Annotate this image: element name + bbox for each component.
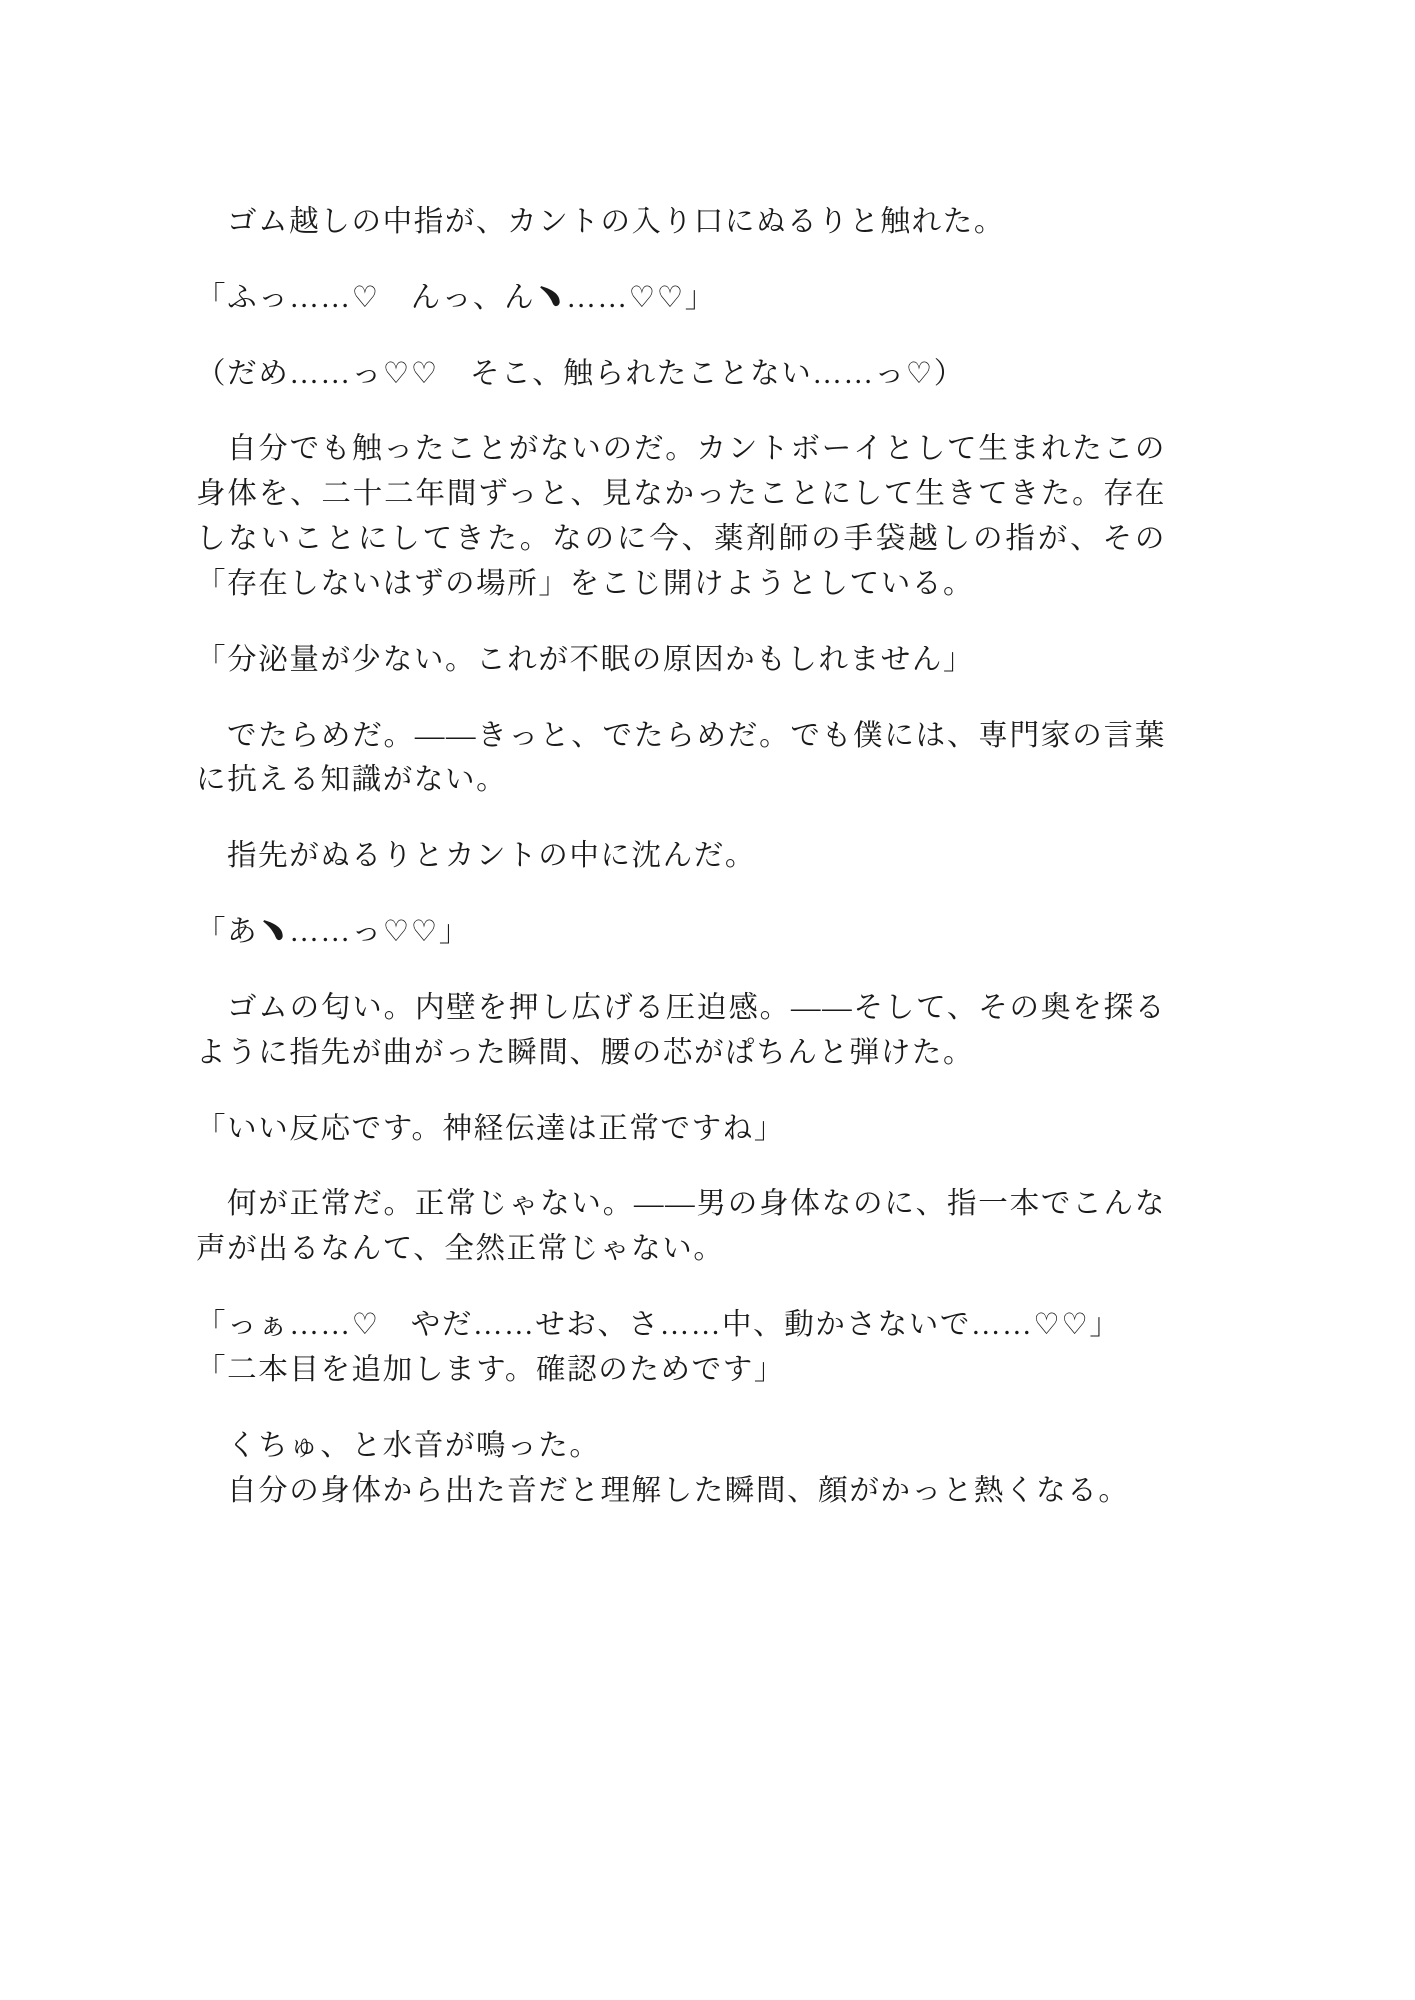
paragraph: 自分の身体から出た音だと理解した瞬間、顔がかっと熱くなる。 — [226, 1474, 1130, 1507]
paragraph: 自分でも触ったことがないのだ。カントボーイとして生まれたこの身体を、二十二年間ずっと、見なかったことにして生きてきた。存在しないことにしてきた。なのに今、薬剤師の手袋越しの指が、その「存在しないはずの場所」をこじ開けようとしている。 — [196, 433, 1166, 600]
paragraph-dialogue: 「分泌量が少ない。これが不眠の原因かもしれません」 — [196, 643, 975, 676]
paragraph: でたらめだ。——きっと、でたらめだ。でも僕には、専門家の言葉に抗える知識がない。 — [196, 719, 1166, 797]
body-text-column — [196, 200, 1166, 1544]
paragraph-inner-thought: （だめ……っ♡♡ そこ、触られたことない……っ♡） — [196, 357, 965, 390]
paragraph-dialogue: 「あ﹅……っ♡♡」 — [196, 916, 470, 949]
paragraph: ゴム越しの中指が、カントの入り口にぬるりと触れた。 — [226, 206, 1006, 238]
paragraph-dialogue: 「いい反応です。神経伝達は正常ですね」 — [196, 1112, 785, 1145]
paragraph-dialogue: 「っぁ……♡ やだ……せお、さ……中、動かさないで……♡♡」 — [196, 1309, 1121, 1342]
paragraph-dialogue: 「ふっ……♡ んっ、ん﹅……♡♡」 — [196, 281, 716, 314]
paragraph: 何が正常だ。正常じゃない。——男の身体なのに、指一本でこんな声が出るなんて、全然正常じゃない。 — [196, 1188, 1166, 1266]
paragraph: ゴムの匂い。内壁を押し広げる圧迫感。——そして、その奥を探るように指先が曲がった瞬間、腰の芯がぱちんと弾けた。 — [196, 991, 1166, 1069]
paragraph: 指先がぬるりとカントの中に沈んだ。 — [226, 840, 757, 873]
paragraph-dialogue: 「二本目を追加します。確認のためです」 — [196, 1353, 785, 1386]
paragraph: くちゅ、と水音が鳴った。 — [226, 1429, 601, 1462]
